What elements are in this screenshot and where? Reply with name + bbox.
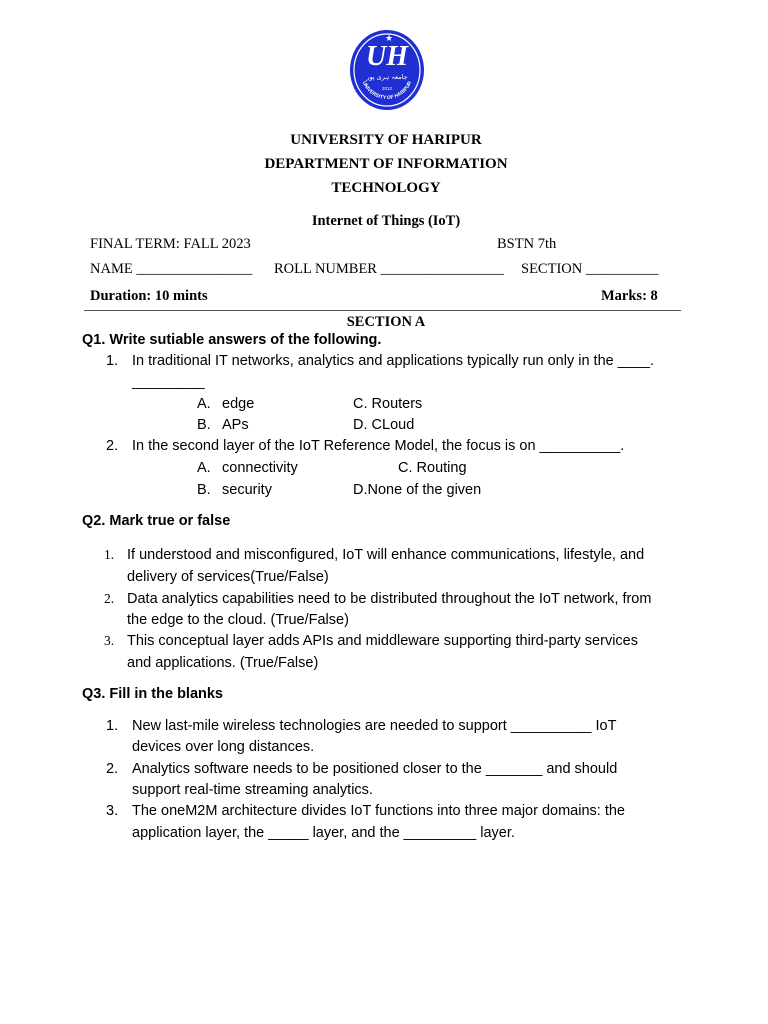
q2-title: Q2. Mark true or false bbox=[82, 513, 231, 529]
q1-item-2-option-b-letter: B. bbox=[197, 482, 211, 498]
q2-item-3-line2: and applications. (True/False) bbox=[127, 655, 319, 671]
q2-item-3-number: 3. bbox=[104, 633, 115, 648]
logo-initials: UH bbox=[366, 41, 408, 72]
q1-item-2-option-c: C. Routing bbox=[398, 460, 467, 476]
q2-item-3-line1: This conceptual layer adds APIs and middleware supporting third-party services bbox=[127, 633, 638, 649]
q1-item-2-option-d: D.None of the given bbox=[353, 482, 482, 498]
q3-item-3-number: 3. bbox=[106, 803, 119, 819]
q3-item-1-number: 1. bbox=[106, 718, 119, 734]
department-name-line1: DEPARTMENT OF INFORMATION bbox=[264, 156, 508, 172]
section-field: SECTION __________ bbox=[521, 261, 659, 277]
exam-term: FINAL TERM: FALL 2023 bbox=[90, 236, 251, 252]
q1-item-2-option-a: connectivity bbox=[222, 460, 298, 476]
q1-item-2-question: In the second layer of the IoT Reference Model, the focus is on __________. bbox=[132, 438, 625, 454]
q2-item-2-line1: Data analytics capabilities need to be distributed throughout the IoT network, from bbox=[127, 591, 652, 607]
logo-arc-text: UNIVERSITY OF HARIPUR bbox=[360, 80, 414, 102]
header-divider bbox=[84, 310, 681, 311]
university-logo bbox=[349, 29, 425, 111]
q1-title: Q1. Write sutiable answers of the following. bbox=[82, 332, 382, 348]
marks-label: Marks: 8 bbox=[601, 288, 658, 304]
logo-urdu-text: جامعہ ہری پور bbox=[366, 73, 408, 81]
q1-item-1-question: In traditional IT networks, analytics and applications typically run only in the ____. bbox=[132, 353, 655, 369]
q1-item-2-option-b: security bbox=[222, 482, 272, 498]
course-title: Internet of Things (IoT) bbox=[311, 213, 461, 229]
department-name-line2: TECHNOLOGY bbox=[331, 180, 441, 196]
q2-item-1-line1: If understood and misconfigured, IoT will enhance communications, lifestyle, and bbox=[127, 547, 645, 563]
q1-item-1-option-a-letter: A. bbox=[197, 396, 211, 412]
program-label: BSTN 7th bbox=[497, 236, 557, 252]
q3-item-2-line1: Analytics software needs to be positioned closer to the _______ and should bbox=[132, 761, 618, 777]
duration-label: Duration: 10 mints bbox=[90, 288, 208, 304]
q3-item-1-line1: New last-mile wireless technologies are needed to support __________ IoT bbox=[132, 718, 617, 734]
q1-item-1-number: 1. bbox=[106, 353, 119, 369]
university-seal-icon bbox=[349, 29, 425, 111]
roll-number-field: ROLL NUMBER _________________ bbox=[274, 261, 504, 277]
q3-item-2-line2: support real-time streaming analytics. bbox=[132, 782, 373, 798]
q1-item-1-option-b: APs bbox=[222, 417, 249, 433]
q1-item-1-blank: _________ bbox=[132, 374, 205, 390]
q2-item-1-line2: delivery of services(True/False) bbox=[127, 569, 329, 585]
q2-item-2-number: 2. bbox=[104, 591, 115, 606]
q2-item-1-number: 1. bbox=[104, 547, 115, 562]
star-icon: ★ bbox=[384, 33, 394, 43]
section-title: SECTION A bbox=[346, 314, 426, 330]
name-field: NAME ________________ bbox=[90, 261, 253, 277]
q3-item-1-line2: devices over long distances. bbox=[132, 739, 315, 755]
q3-item-2-number: 2. bbox=[106, 761, 119, 777]
q1-item-1-option-a: edge bbox=[222, 396, 255, 412]
q1-item-2-option-a-letter: A. bbox=[197, 460, 211, 476]
q3-title: Q3. Fill in the blanks bbox=[82, 686, 223, 702]
q1-item-1-option-c: C. Routers bbox=[353, 396, 423, 412]
q1-item-1-option-b-letter: B. bbox=[197, 417, 211, 433]
logo-year: 2012 bbox=[381, 86, 393, 91]
q1-item-2-number: 2. bbox=[106, 438, 119, 454]
q1-item-1-option-d: D. CLoud bbox=[353, 417, 415, 433]
q2-item-2-line2: the edge to the cloud. (True/False) bbox=[127, 612, 349, 628]
q3-item-3-line2: application layer, the _____ layer, and the _________ layer. bbox=[132, 825, 515, 841]
q3-item-3-line1: The oneM2M architecture divides IoT functions into three major domains: the bbox=[132, 803, 625, 819]
university-name: UNIVERSITY OF HARIPUR bbox=[290, 132, 482, 148]
